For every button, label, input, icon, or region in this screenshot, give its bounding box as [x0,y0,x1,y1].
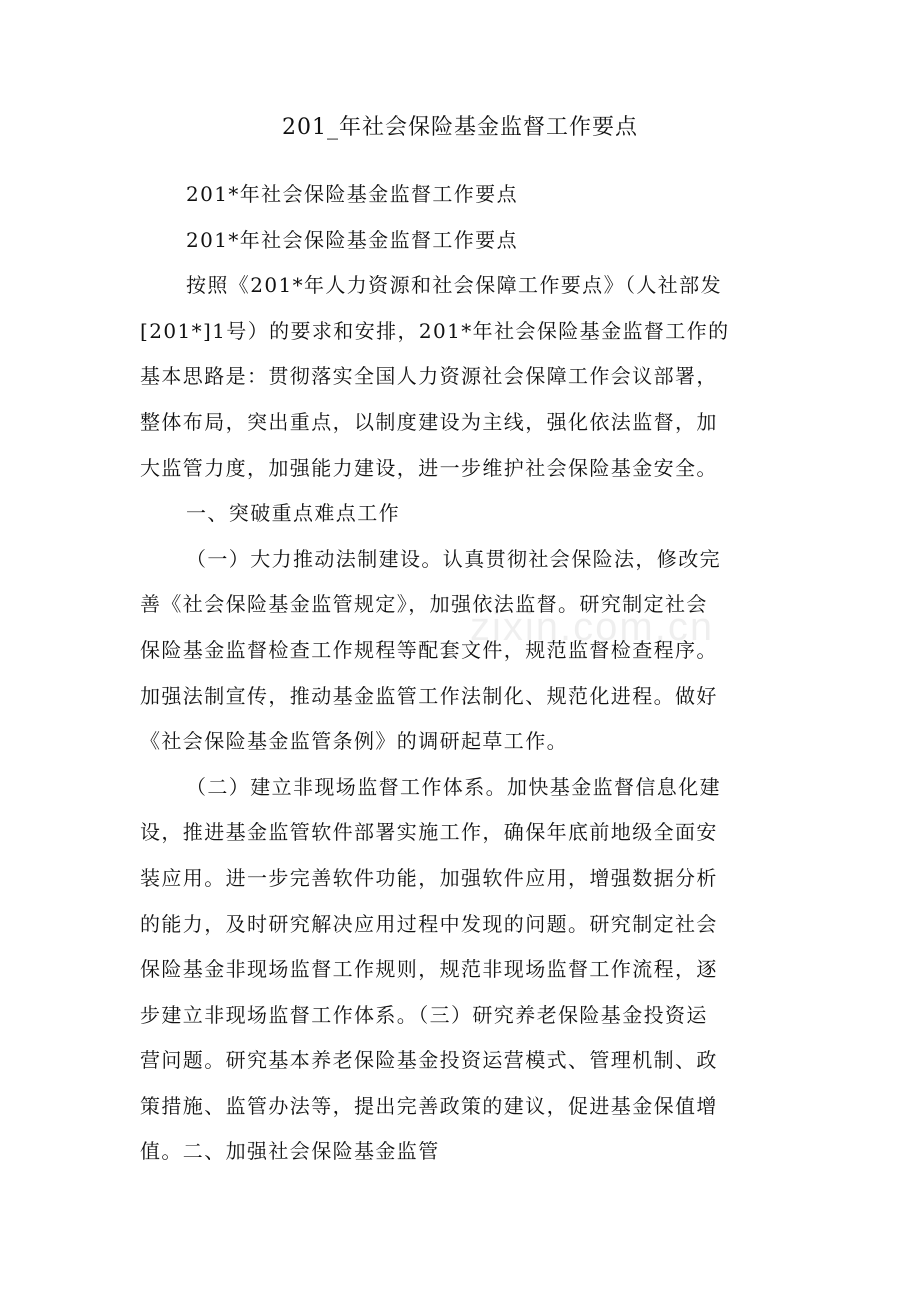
section-heading: 一、突破重点难点工作 [186,501,400,526]
document-title: 201_年社会保险基金监督工作要点 [282,115,638,140]
paragraph-line: 整体布局，突出重点，以制度建设为主线，强化依法监督，加 [140,409,718,434]
subtitle-line: 201*年社会保险基金监督工作要点 [186,182,518,206]
document-body [140,172,780,1175]
paragraph-line: 设，推进基金监管软件部署实施工作，确保年底前地级全面安 [140,820,718,845]
paragraph-line: （二）建立非现场监督工作体系。加快基金监督信息化建 [186,774,721,799]
paragraph-line: [201*]1号）的要求和安排，201*年社会保险基金监督工作的 [140,318,730,343]
paragraph-line: 按照《201*年人力资源和社会保障工作要点》（人社部发 [186,273,722,298]
paragraph-line: 保险基金非现场监督工作规则，规范非现场监督工作流程，逐 [140,957,718,982]
paragraph-line: 的能力，及时研究解决应用过程中发现的问题。研究制定社会 [140,911,718,936]
paragraph-line: 保险基金监督检查工作规程等配套文件，规范监督检查程序。 [140,637,718,662]
watermark: zixin.com.cn [470,605,715,649]
paragraph-line: （一）大力推动法制建设。认真贯彻社会保险法，修改完 [186,546,721,571]
paragraph-line: 大监管力度，加强能力建设，进一步维护社会保险基金安全。 [140,455,718,480]
paragraph-line: 值。二、加强社会保险基金监管 [140,1139,440,1164]
paragraph-line: 基本思路是：贯彻落实全国人力资源社会保障工作会议部署， [140,364,718,389]
paragraph-line: 装应用。进一步完善软件功能，加强软件应用，增强数据分析 [140,865,718,890]
subtitle-line: 201*年社会保险基金监督工作要点 [186,227,518,252]
paragraph-line: 策措施、监管办法等，提出完善政策的建议，促进基金保值增 [140,1093,718,1118]
paragraph-line: 善《社会保险基金监管规定》，加强依法监督。研究制定社会 [140,592,708,617]
paragraph-line: 加强法制宣传，推动基金监管工作法制化、规范化进程。做好 [140,683,718,708]
paragraph-line: 营问题。研究基本养老保险基金投资运营模式、管理机制、政 [140,1048,718,1073]
paragraph-line: 步建立非现场监督工作体系。（三）研究养老保险基金投资运 [140,1002,708,1027]
paragraph-line: 《社会保险基金监管条例》的调研起草工作。 [140,729,568,754]
